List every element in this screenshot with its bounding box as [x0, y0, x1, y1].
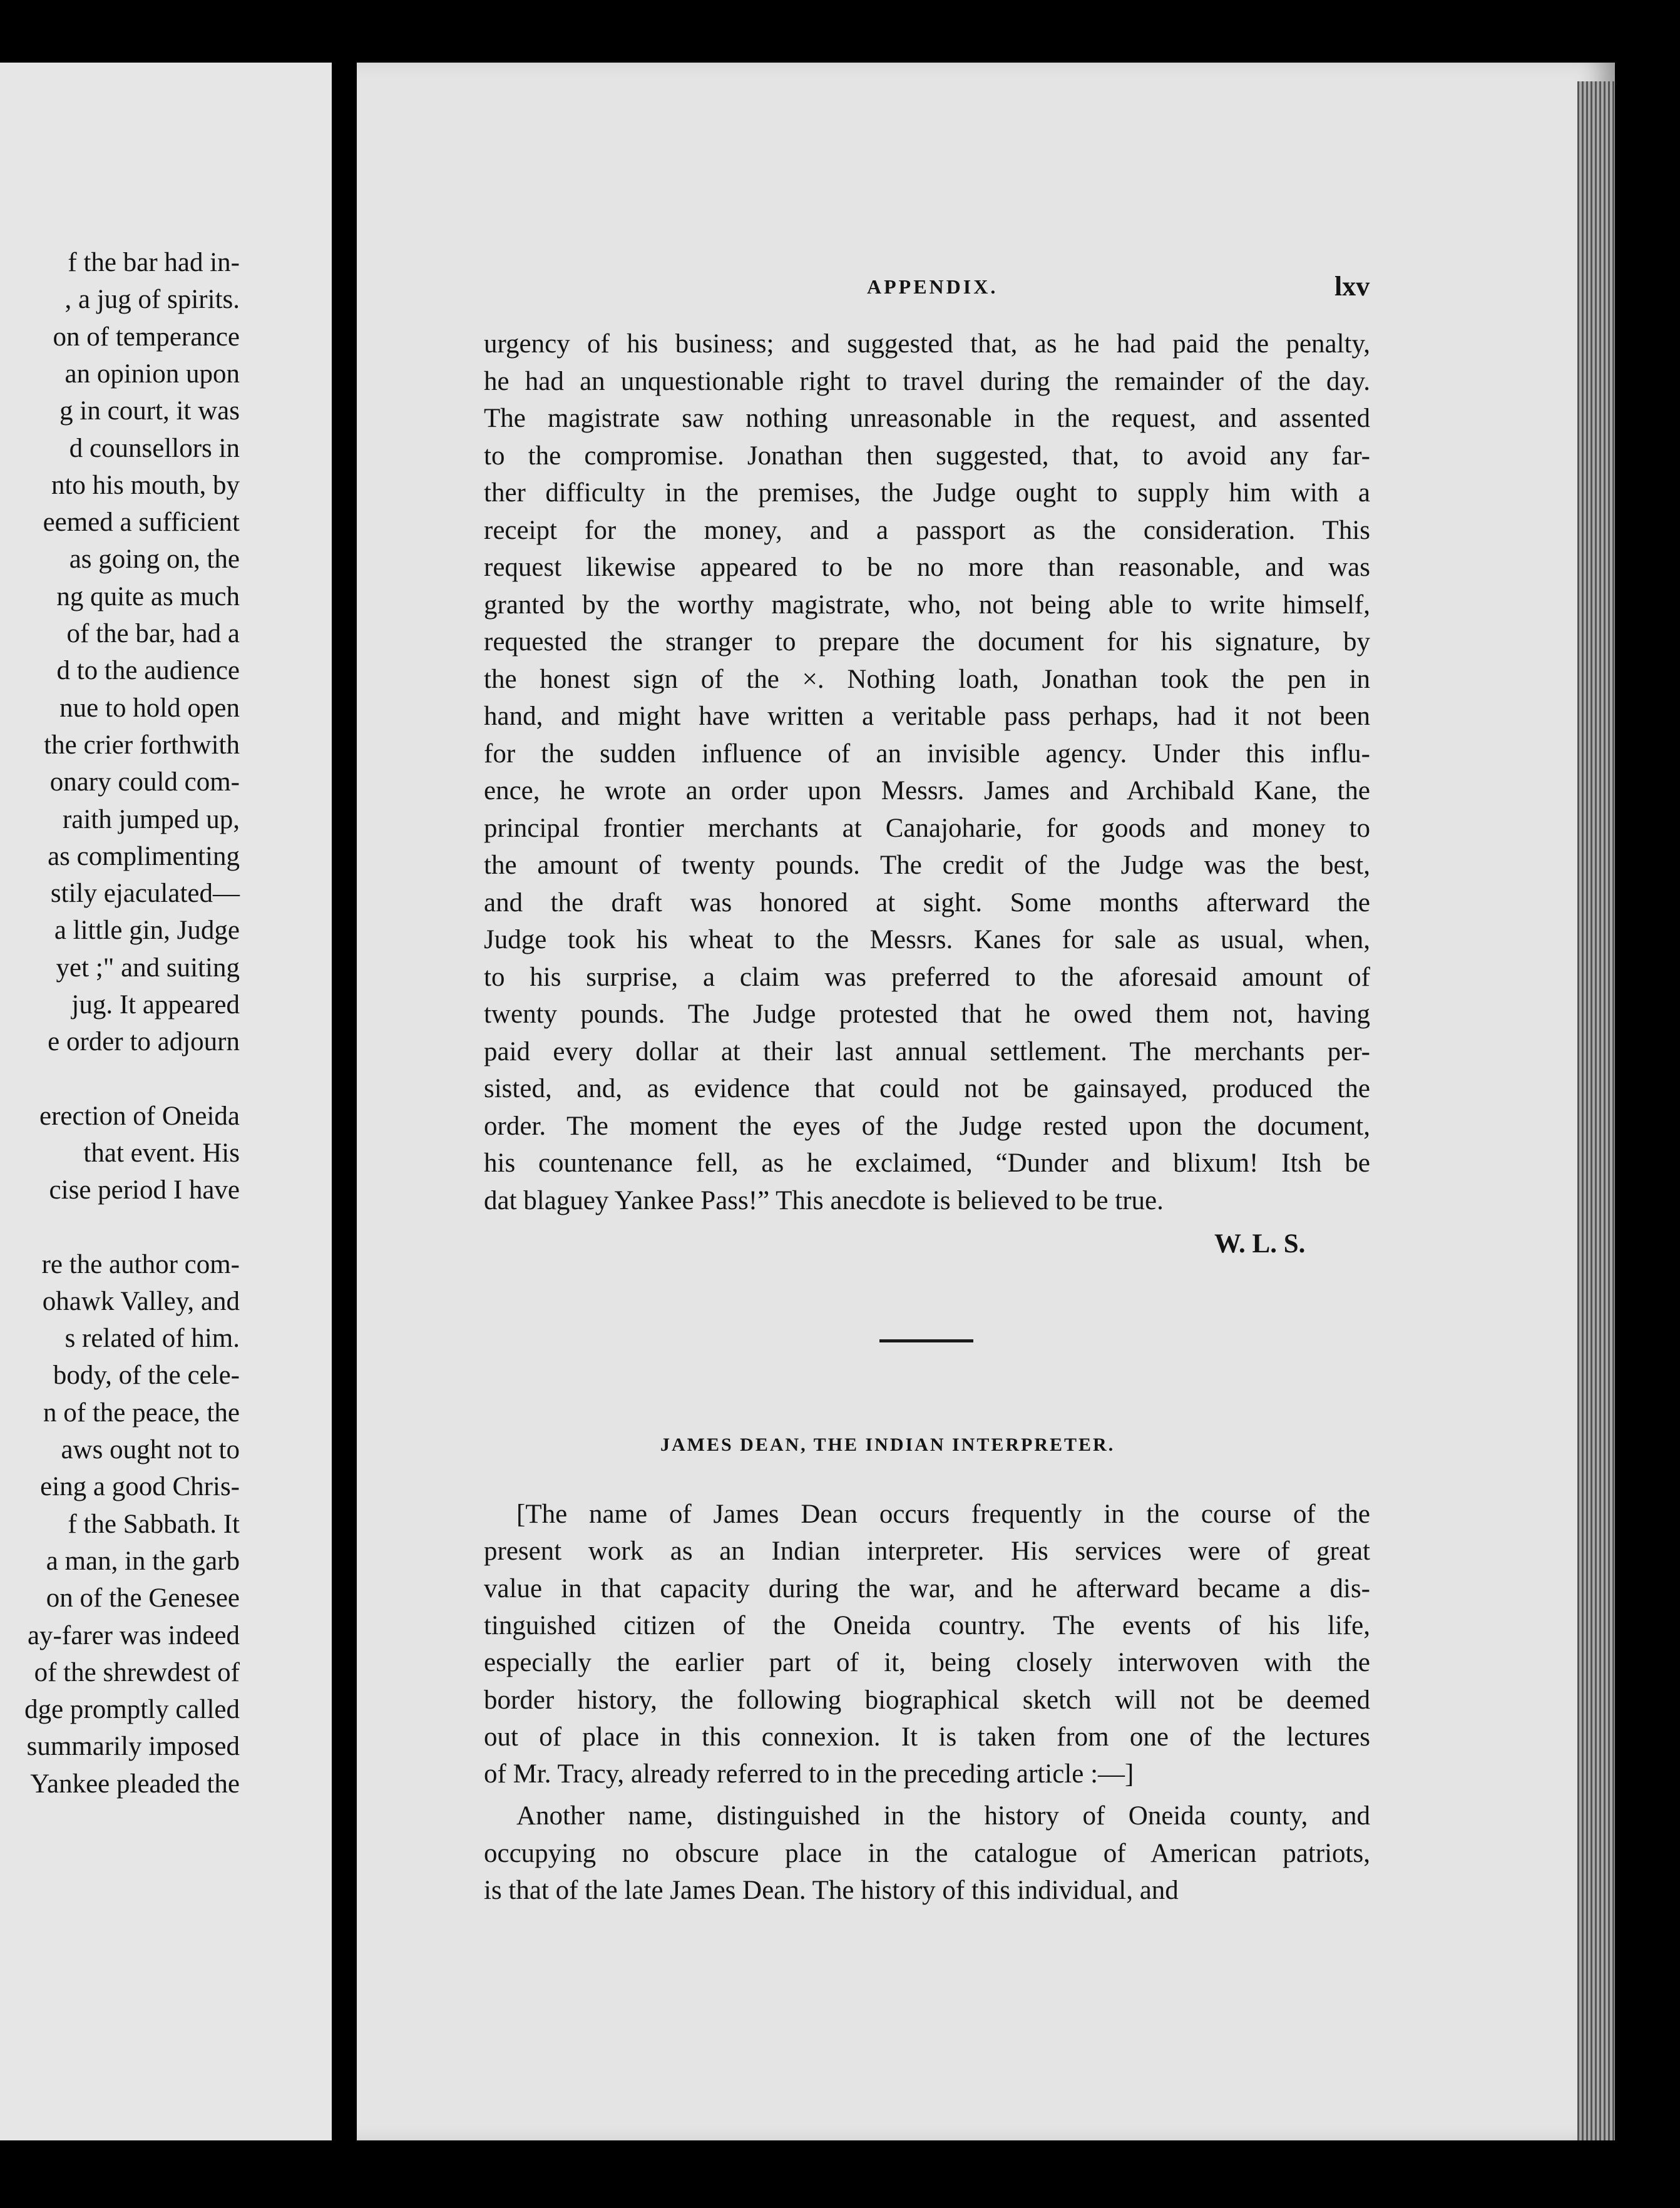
- text-line: he had an unquestionable right to travel during the remainder of the day.: [484, 366, 1370, 396]
- left-page-line: of the shrewdest of: [34, 1657, 240, 1687]
- left-page-line: eemed a sufficient: [43, 508, 240, 538]
- left-page-line: d counsellors in: [69, 433, 240, 463]
- text-line: hand, and might have written a veritable pass perhaps, had it not been: [484, 702, 1370, 731]
- left-page-line: n of the peace, the: [43, 1398, 240, 1428]
- running-head: APPENDIX.: [867, 275, 998, 298]
- text-line: is that of the late James Dean. The history of this individual, and: [484, 1876, 1179, 1905]
- page-edge: [1577, 81, 1615, 2140]
- left-page-line: , a jug of spirits.: [64, 285, 240, 315]
- left-page-line: of the bar, had a: [66, 619, 240, 648]
- text-line: twenty pounds. The Judge protested that he owed them not, having: [484, 999, 1370, 1029]
- left-page-line: d to the audience: [56, 656, 240, 686]
- left-page-line: e order to adjourn: [48, 1027, 240, 1057]
- text-line: to the compromise. Jonathan then suggested, that, to avoid any far-: [484, 441, 1370, 471]
- text-line: urgency of his business; and suggested that, as he had paid the penalty,: [484, 329, 1370, 359]
- left-page-line: nue to hold open: [59, 693, 240, 723]
- text-line: out of place in this connexion. It is taken from one of the lectures: [484, 1722, 1370, 1752]
- left-page-line: onary could com-: [49, 767, 240, 797]
- text-line: principal frontier merchants at Canajoharie, for goods and money to: [484, 813, 1370, 843]
- left-page-line: raith jumped up,: [62, 804, 240, 834]
- left-page-line: aws ought not to: [61, 1435, 240, 1464]
- text-line: the honest sign of the ×. Nothing loath, Jonathan took the pen in: [484, 664, 1370, 694]
- text-line: the amount of twenty pounds. The credit of the Judge was the best,: [484, 851, 1370, 880]
- text-line: especially the earlier part of it, being closely interwoven with the: [484, 1648, 1370, 1678]
- left-page-line: re the author com-: [41, 1249, 240, 1279]
- text-line: request likewise appeared to be no more than reasonable, and was: [484, 553, 1370, 582]
- left-page-line: an opinion upon: [64, 359, 240, 389]
- left-page-line: jug. It appeared: [71, 990, 240, 1020]
- text-line: and the draft was honored at sight. Some months afterward the: [484, 887, 1370, 917]
- left-page-line: on of temperance: [53, 322, 240, 352]
- text-line: his countenance fell, as he exclaimed, “Dunder and blixum! Itsh be: [484, 1148, 1370, 1178]
- text-line: present work as an Indian interpreter. His services were of great: [484, 1536, 1370, 1567]
- text-line: occupying no obscure place in the catalogue of American patriots,: [484, 1838, 1370, 1868]
- left-page-line: s related of him.: [64, 1324, 240, 1354]
- signature: W. L. S.: [1214, 1229, 1306, 1259]
- left-page-line: yet ;" and suiting: [56, 953, 240, 983]
- section-heading: JAMES DEAN, THE INDIAN INTERPRETER.: [660, 1434, 1115, 1455]
- left-page-line: a man, in the garb: [46, 1546, 240, 1576]
- left-page-line: that event. His: [83, 1138, 240, 1168]
- text-line: Another name, distinguished in the history of Oneida county, and: [516, 1801, 1370, 1831]
- text-line: requested the stranger to prepare the document for his signature, by: [484, 627, 1370, 657]
- text-line: to his surprise, a claim was preferred to the aforesaid amount of: [484, 962, 1370, 992]
- text-line: ence, he wrote an order upon Messrs. James and Archibald Kane, the: [484, 776, 1370, 805]
- left-page-line: ohawk Valley, and: [42, 1286, 240, 1316]
- text-line: of Mr. Tracy, already referred to in the preceding article :—]: [484, 1759, 1134, 1789]
- left-page-line: dge promptly called: [24, 1695, 240, 1725]
- page-number: lxv: [1334, 271, 1370, 302]
- left-page-line: as going on, the: [69, 544, 240, 575]
- text-line: Judge took his wheat to the Messrs. Kanes for sale as usual, when,: [484, 925, 1370, 954]
- left-page-line: cise period I have: [49, 1175, 240, 1205]
- text-line: [The name of James Dean occurs frequently in the course of the: [516, 1500, 1370, 1529]
- left-page-line: a little gin, Judge: [54, 916, 240, 946]
- left-page-line: g in court, it was: [59, 396, 240, 426]
- left-page-line: Yankee pleaded the: [30, 1769, 240, 1799]
- text-line: value in that capacity during the war, and he afterward became a dis-: [484, 1573, 1370, 1603]
- text-line: tinguished citizen of the Oneida country. The events of his life,: [484, 1610, 1370, 1640]
- left-page-line: as complimenting: [48, 841, 240, 871]
- left-page-line: the crier forthwith: [44, 730, 240, 760]
- left-page-line: f the Sabbath. It: [68, 1509, 240, 1539]
- text-line: receipt for the money, and a passport as the consideration. This: [484, 515, 1370, 545]
- text-line: ther difficulty in the premises, the Judge ought to supply him with a: [484, 478, 1370, 508]
- left-facing-page: [0, 63, 332, 2140]
- left-page-line: eing a good Chris-: [40, 1472, 240, 1502]
- text-line: order. The moment the eyes of the Judge rested upon the document,: [484, 1111, 1370, 1141]
- text-line: dat blaguey Yankee Pass!” This anecdote is believed to be true.: [484, 1185, 1164, 1215]
- text-line: granted by the worthy magistrate, who, not being able to write himself,: [484, 590, 1370, 620]
- left-page-line: stily ejaculated—: [50, 879, 240, 909]
- left-page-line: on of the Genesee: [46, 1583, 240, 1613]
- left-page-line: erection of Oneida: [39, 1101, 240, 1131]
- left-page-line: body, of the cele-: [53, 1361, 240, 1391]
- text-line: for the sudden influence of an invisible agency. Under this influ-: [484, 739, 1370, 769]
- text-line: sisted, and, as evidence that could not be gainsayed, produced the: [484, 1074, 1370, 1103]
- text-line: The magistrate saw nothing unreasonable in the request, and assented: [484, 404, 1370, 433]
- left-page-line: ay-farer was indeed: [27, 1620, 240, 1650]
- left-page-line: summarily imposed: [26, 1732, 240, 1762]
- text-line: border history, the following biographical sketch will not be deemed: [484, 1685, 1370, 1715]
- left-page-line: f the bar had in-: [68, 248, 240, 277]
- left-page-line: nto his mouth, by: [51, 470, 240, 500]
- text-line: paid every dollar at their last annual settlement. The merchants per-: [484, 1036, 1370, 1066]
- section-divider: [879, 1339, 973, 1342]
- left-page-line: ng quite as much: [56, 581, 240, 611]
